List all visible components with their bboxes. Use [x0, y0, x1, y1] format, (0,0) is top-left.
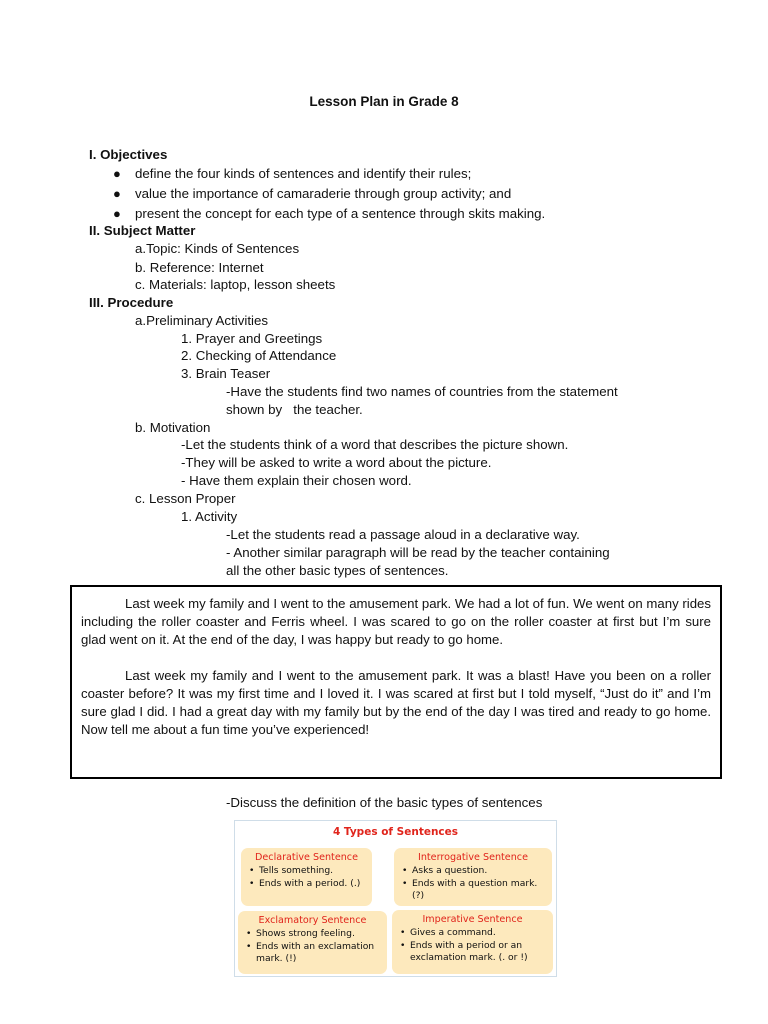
activity-detail: -Let the students read a passage aloud in a declarative way.: [226, 527, 580, 542]
objective-item: [113, 205, 121, 223]
procedure-heading: III. Procedure: [89, 295, 174, 310]
exclamatory-point: • Ends with an exclamation mark. (!): [244, 941, 381, 966]
bullet-icon: ●: [113, 206, 121, 221]
objective-text: present the concept for each type of a sentence through skits making.: [135, 206, 546, 221]
objectives-heading: I. Objectives: [89, 147, 168, 162]
objective-text: value the importance of camaraderie through group activity; and: [135, 186, 512, 201]
passage-paragraph-declarative: Last week my family and I went to the amusement park. We had a lot of fun. We went on many rides including the roller coaster and Ferris wheel. I was scared to go on the roller coaster at first but I’m sure glad went on it. At the end of the day, I was happy but ready to go home.: [81, 596, 711, 647]
lesson-proper-line: c. Lesson Proper: [135, 491, 236, 506]
materials-line: c. Materials: laptop, lesson sheets: [135, 277, 336, 292]
interrogative-cell: [394, 848, 552, 906]
interrogative-title: Interrogative Sentence: [418, 852, 528, 863]
prayer-line: 1. Prayer and Greetings: [181, 331, 323, 346]
activity-detail: all the other basic types of sentences.: [226, 563, 449, 578]
discuss-line: -Discuss the definition of the basic types of sentences: [226, 795, 543, 810]
declarative-cell: [241, 848, 372, 906]
declarative-point: • Tells something.: [247, 865, 366, 878]
exclamatory-cell: [238, 911, 387, 974]
sentence-types-card: [234, 820, 557, 977]
declarative-title: Declarative Sentence: [255, 852, 358, 863]
passage-box: [70, 585, 722, 779]
imperative-point: • Ends with a period or an exclamation mark. (. or !): [398, 940, 547, 965]
imperative-cell: [392, 910, 553, 974]
objective-item: [113, 185, 121, 203]
motivation-line: b. Motivation: [135, 420, 211, 435]
interrogative-point: • Asks a question.: [400, 865, 546, 878]
document-title: Lesson Plan in Grade 8: [309, 94, 459, 109]
objective-text: define the four kinds of sentences and identify their rules;: [135, 166, 472, 181]
preliminary-activities: a.Preliminary Activities: [135, 313, 269, 328]
activity-line: 1. Activity: [181, 509, 238, 524]
brain-teaser-detail: shown by the teacher.: [226, 402, 363, 417]
imperative-point: • Gives a command.: [398, 927, 547, 940]
imperative-title: Imperative Sentence: [422, 914, 523, 925]
declarative-point: • Ends with a period. (.): [247, 878, 366, 891]
brain-teaser-detail: -Have the students find two names of countries from the statement: [226, 384, 618, 399]
motivation-detail: -They will be asked to write a word about the picture.: [181, 455, 492, 470]
exclamatory-title: Exclamatory Sentence: [258, 915, 367, 926]
topic-line: a.Topic: Kinds of Sentences: [135, 241, 300, 256]
passage-paragraph-mixed: Last week my family and I went to the amusement park. It was a blast! Have you been on a roller coaster before? It was my first time and I loved it. I was scared at first but I told myself, “Just do it” and I’m sure glad I did. I had a great day with my family but by the end of the day I was tired and ready to go home. Now tell me about a fun time you’ve experienced!: [81, 668, 711, 737]
objective-item: [113, 165, 121, 183]
brain-teaser-line: 3. Brain Teaser: [181, 366, 271, 381]
attendance-line: 2. Checking of Attendance: [181, 348, 337, 363]
motivation-detail: - Have them explain their chosen word.: [181, 473, 412, 488]
interrogative-point: • Ends with a question mark. (?): [400, 878, 546, 903]
bullet-icon: ●: [113, 186, 121, 201]
activity-detail: - Another similar paragraph will be read by the teacher containing: [226, 545, 610, 560]
exclamatory-point: • Shows strong feeling.: [244, 928, 381, 941]
card-title: 4 Types of Sentences: [332, 826, 459, 838]
motivation-detail: -Let the students think of a word that describes the picture shown.: [181, 437, 569, 452]
subject-matter-heading: II. Subject Matter: [89, 223, 196, 238]
bullet-icon: ●: [113, 166, 121, 181]
reference-line: b. Reference: Internet: [135, 260, 264, 275]
